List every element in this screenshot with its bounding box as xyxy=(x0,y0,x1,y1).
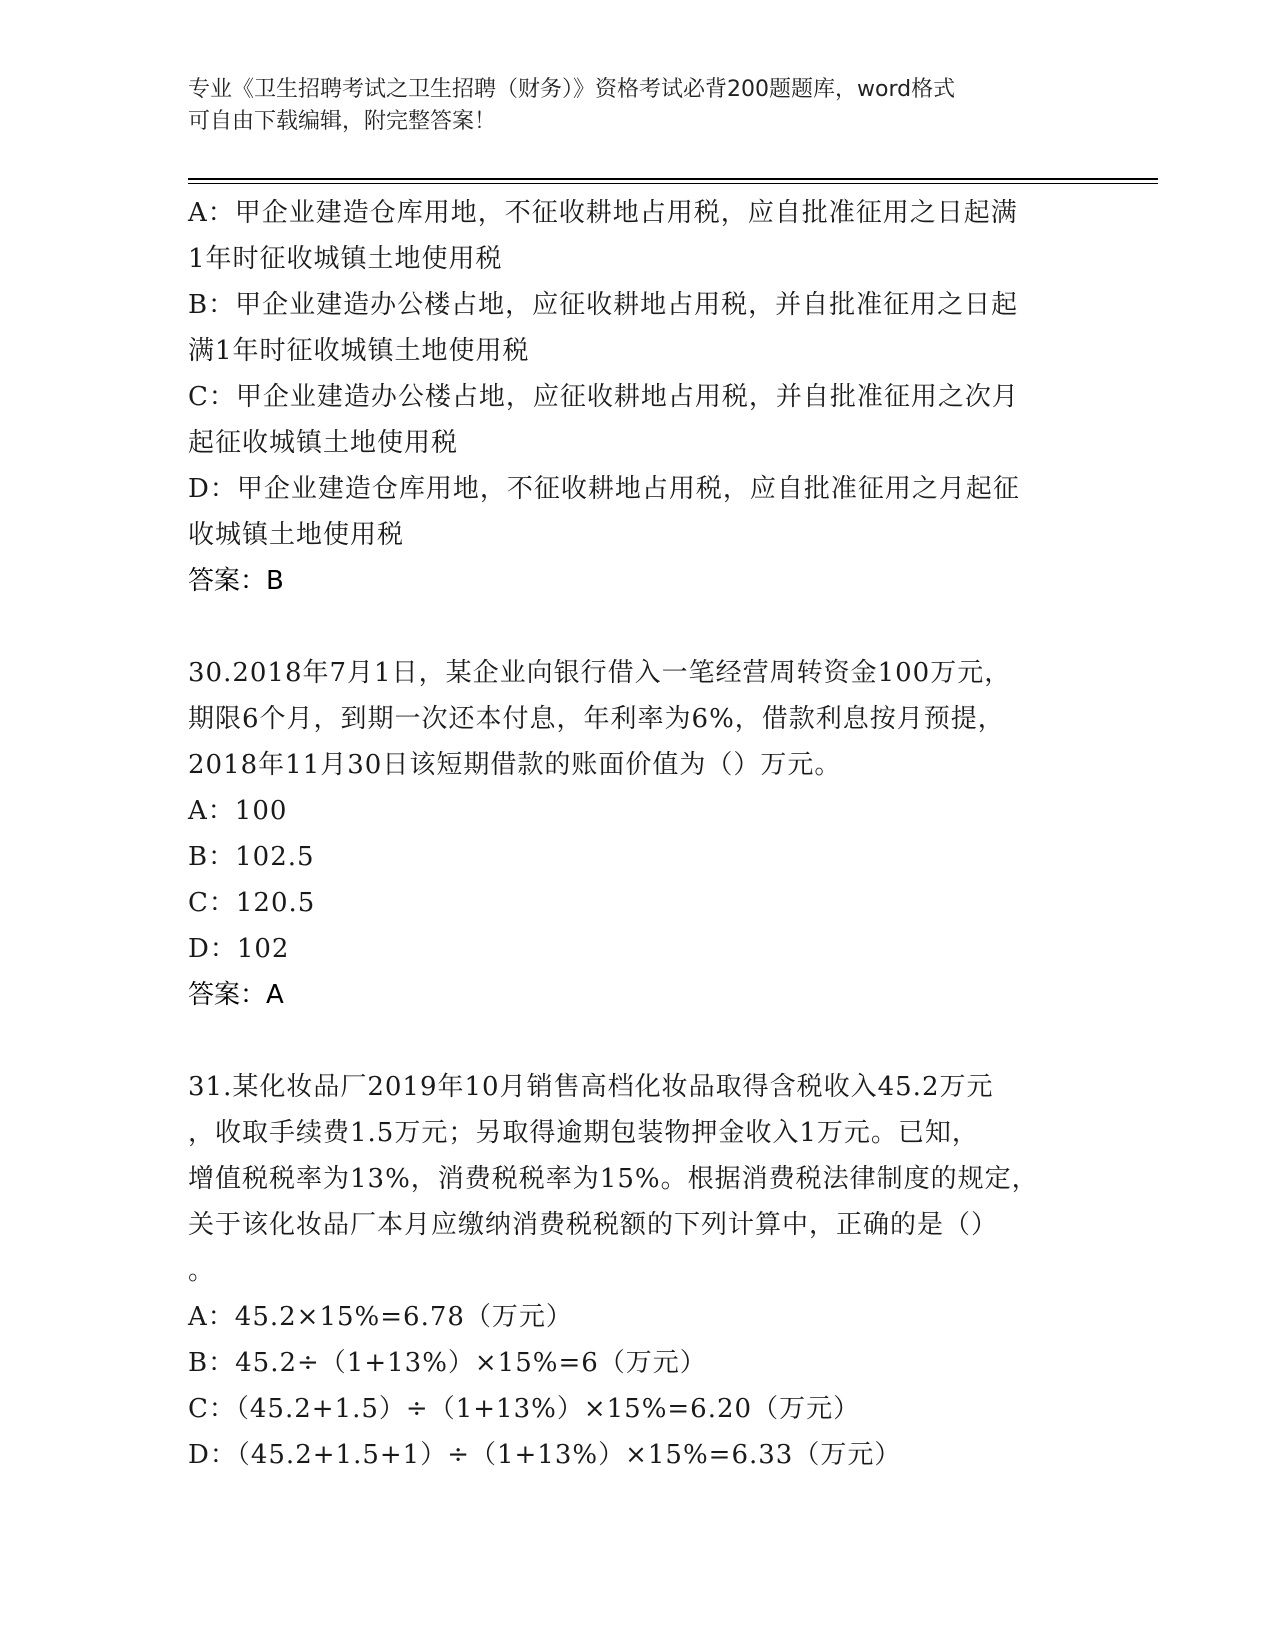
q29-option-b-line-1: B：甲企业建造办公楼占地，应征收耕地占用税，并自批准征用之日起 xyxy=(188,290,1019,320)
header-rule-thin xyxy=(188,183,1158,184)
q30-stem-line-1: 30.2018年7月1日，某企业向银行借入一笔经营周转资金100万元， xyxy=(188,658,1012,688)
q29-option-d-line-2: 收城镇土地使用税 xyxy=(188,520,405,550)
q30-option-c: C：120.5 xyxy=(188,888,316,918)
q30-option-a: A：100 xyxy=(188,796,288,826)
question-31 xyxy=(188,1064,1088,1478)
q29-option-b-line-2: 满1年时征收城镇土地使用税 xyxy=(188,336,530,366)
question-30 xyxy=(188,650,1088,1018)
q31-stem-line-3: 增值税税率为13%，消费税税率为15%。根据消费税法律制度的规定， xyxy=(188,1164,1039,1194)
q31-stem-line-2: ，收取手续费1.5万元；另取得逾期包装物押金收入1万元。已知， xyxy=(188,1118,979,1148)
q29-option-c-line-2: 起征收城镇土地使用税 xyxy=(188,428,459,458)
document-header xyxy=(188,74,1068,138)
q29-option-d-line-1: D：甲企业建造仓库用地，不征收耕地占用税，应自批准征用之月起征 xyxy=(188,474,1020,504)
q30-option-b: B：102.5 xyxy=(188,842,315,872)
q31-stem-line-5: 。 xyxy=(188,1256,216,1286)
q31-option-d: D：（45.2+1.5+1）÷（1+13%）×15%=6.33（万元） xyxy=(188,1440,902,1470)
spacer xyxy=(188,1018,1088,1064)
q30-answer: 答案：A xyxy=(188,980,284,1010)
q29-option-a-line-1: A：甲企业建造仓库用地，不征收耕地占用税，应自批准征用之日起满 xyxy=(188,198,1018,228)
q31-option-a: A：45.2×15%=6.78（万元） xyxy=(188,1302,573,1332)
q31-option-b: B：45.2÷（1+13%）×15%=6（万元） xyxy=(188,1348,707,1378)
q30-stem-line-2: 期限6个月，到期一次还本付息，年利率为6%，借款利息按月预提， xyxy=(188,704,1005,734)
question-29 xyxy=(188,190,1088,604)
q31-option-c: C：（45.2+1.5）÷（1+13%）×15%=6.20（万元） xyxy=(188,1394,861,1424)
q30-stem-line-3: 2018年11月30日该短期借款的账面价值为（）万元。 xyxy=(188,750,842,780)
header-line-1: 专业《卫生招聘考试之卫生招聘（财务）》资格考试必背200题题库，word格式 xyxy=(188,77,956,102)
header-rule-thick xyxy=(188,178,1158,180)
q29-option-c-line-1: C：甲企业建造办公楼占地，应征收耕地占用税，并自批准征用之次月 xyxy=(188,382,1019,412)
document-body xyxy=(188,190,1088,1478)
q31-stem-line-4: 关于该化妆品厂本月应缴纳消费税税额的下列计算中，正确的是（） xyxy=(188,1210,999,1240)
q30-option-d: D：102 xyxy=(188,934,290,964)
spacer xyxy=(188,604,1088,650)
q29-option-a-line-2: 1年时征收城镇土地使用税 xyxy=(188,244,503,274)
header-line-2: 可自由下载编辑，附完整答案！ xyxy=(188,109,497,134)
q31-stem-line-1: 31.某化妆品厂2019年10月销售高档化妆品取得含税收入45.2万元 xyxy=(188,1072,994,1102)
q29-answer: 答案：B xyxy=(188,566,284,596)
